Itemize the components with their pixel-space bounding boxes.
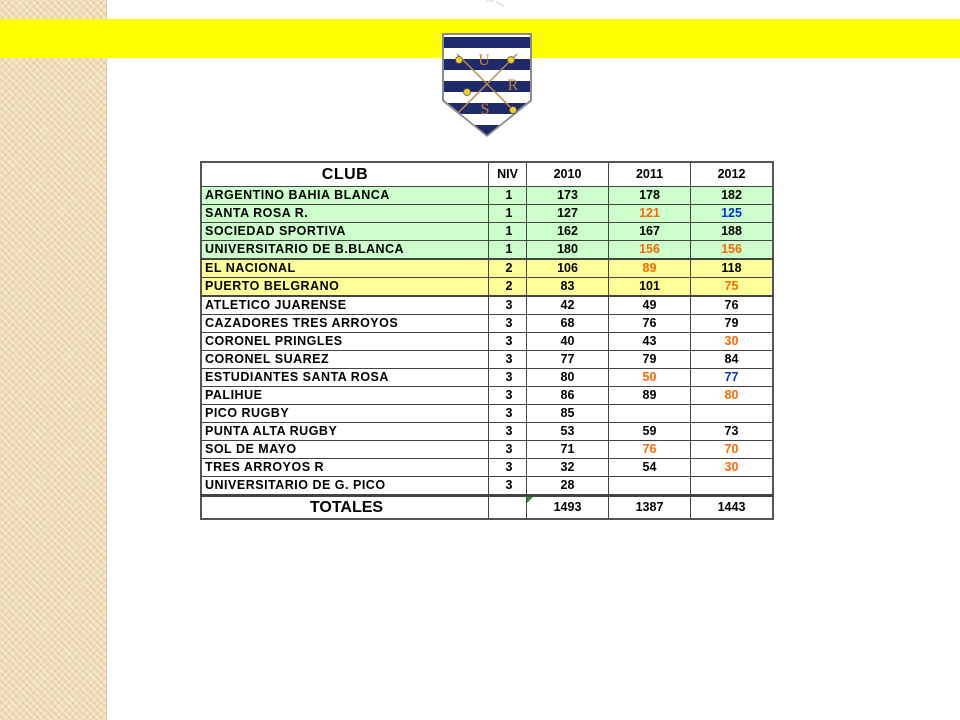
clubs-scores-table <box>200 161 774 520</box>
score-2011 <box>609 477 691 496</box>
club-name: PICO RUGBY <box>201 405 489 423</box>
score-2012: 182 <box>691 187 774 205</box>
score-2011: 79 <box>609 351 691 369</box>
club-niv: 1 <box>489 205 527 223</box>
crest-letter-r: R <box>507 77 519 94</box>
club-name: CAZADORES TRES ARROYOS <box>201 315 489 333</box>
score-2010: 28 <box>527 477 609 496</box>
decorative-side-strip <box>0 0 107 720</box>
club-niv: 3 <box>489 405 527 423</box>
totals-2011: 1387 <box>609 496 691 520</box>
table-row <box>201 259 773 278</box>
table-row <box>201 315 773 333</box>
totals-2012: 1443 <box>691 496 774 520</box>
score-2012: 75 <box>691 278 774 297</box>
score-2011: 101 <box>609 278 691 297</box>
score-2011: 178 <box>609 187 691 205</box>
club-niv: 3 <box>489 423 527 441</box>
club-niv: 3 <box>489 351 527 369</box>
club-name: SOL DE MAYO <box>201 441 489 459</box>
table-row <box>201 459 773 477</box>
table-row <box>201 441 773 459</box>
header-niv: NIV <box>489 162 527 187</box>
club-niv: 1 <box>489 241 527 260</box>
table-row <box>201 369 773 387</box>
score-2012 <box>691 477 774 496</box>
score-2010: 173 <box>527 187 609 205</box>
score-2012: 30 <box>691 459 774 477</box>
club-name: EL NACIONAL <box>201 259 489 278</box>
club-name: CORONEL SUAREZ <box>201 351 489 369</box>
club-niv: 3 <box>489 369 527 387</box>
crest-letter-s: S <box>480 101 490 118</box>
header-year-2012: 2012 <box>691 162 774 187</box>
header-club: CLUB <box>201 162 489 187</box>
score-2012: 77 <box>691 369 774 387</box>
club-name: SOCIEDAD SPORTIVA <box>201 223 489 241</box>
club-niv: 3 <box>489 315 527 333</box>
score-2011: 54 <box>609 459 691 477</box>
score-2011: 89 <box>609 259 691 278</box>
score-2010: 53 <box>527 423 609 441</box>
totals-niv <box>489 496 527 520</box>
club-niv: 3 <box>489 459 527 477</box>
crest-letter-u: U <box>478 52 490 69</box>
score-2012: 73 <box>691 423 774 441</box>
club-name: UNIVERSITARIO DE G. PICO <box>201 477 489 496</box>
club-niv: 1 <box>489 187 527 205</box>
score-2010: 180 <box>527 241 609 260</box>
score-2011: 76 <box>609 441 691 459</box>
score-2012: 76 <box>691 296 774 315</box>
score-2012 <box>691 405 774 423</box>
score-2011: 59 <box>609 423 691 441</box>
club-name: CORONEL PRINGLES <box>201 333 489 351</box>
score-2010: 71 <box>527 441 609 459</box>
score-2011: 156 <box>609 241 691 260</box>
table-row <box>201 351 773 369</box>
club-name: ARGENTINO BAHIA BLANCA <box>201 187 489 205</box>
score-2011: 89 <box>609 387 691 405</box>
table-row <box>201 205 773 223</box>
score-2012: 79 <box>691 315 774 333</box>
score-2011: 76 <box>609 315 691 333</box>
score-2010: 80 <box>527 369 609 387</box>
score-2011: 121 <box>609 205 691 223</box>
score-2010: 86 <box>527 387 609 405</box>
club-niv: 3 <box>489 296 527 315</box>
club-name: PUERTO BELGRANO <box>201 278 489 297</box>
score-2010: 32 <box>527 459 609 477</box>
score-2010: 162 <box>527 223 609 241</box>
club-name: UNIVERSITARIO DE B.BLANCA <box>201 241 489 260</box>
header-year-2010: 2010 <box>527 162 609 187</box>
table-row <box>201 423 773 441</box>
score-2012: 30 <box>691 333 774 351</box>
table-row <box>201 296 773 315</box>
table-row <box>201 387 773 405</box>
club-name: ATLETICO JUARENSE <box>201 296 489 315</box>
club-name: PALIHUE <box>201 387 489 405</box>
score-2011: 50 <box>609 369 691 387</box>
table-row <box>201 333 773 351</box>
score-2010: 77 <box>527 351 609 369</box>
club-niv: 3 <box>489 333 527 351</box>
table-row <box>201 241 773 260</box>
score-2012: 80 <box>691 387 774 405</box>
totals-label: TOTALES <box>201 496 489 520</box>
club-niv: 3 <box>489 477 527 496</box>
table-row <box>201 278 773 297</box>
club-niv: 3 <box>489 387 527 405</box>
totals-row <box>201 496 773 520</box>
club-name: PUNTA ALTA RUGBY <box>201 423 489 441</box>
score-2010: 83 <box>527 278 609 297</box>
score-2012: 125 <box>691 205 774 223</box>
score-2011: 43 <box>609 333 691 351</box>
header-year-2011: 2011 <box>609 162 691 187</box>
club-niv: 3 <box>489 441 527 459</box>
score-2010: 40 <box>527 333 609 351</box>
club-niv: 2 <box>489 259 527 278</box>
score-2010: 106 <box>527 259 609 278</box>
score-2011: 49 <box>609 296 691 315</box>
club-crest-icon <box>441 32 533 138</box>
score-2010: 68 <box>527 315 609 333</box>
score-2012: 70 <box>691 441 774 459</box>
table-row <box>201 223 773 241</box>
score-2012: 118 <box>691 259 774 278</box>
totals-2010: 1493 <box>527 496 609 520</box>
table-row <box>201 477 773 496</box>
score-2011: 167 <box>609 223 691 241</box>
club-name: TRES ARROYOS R <box>201 459 489 477</box>
table-row <box>201 187 773 205</box>
club-name: ESTUDIANTES SANTA ROSA <box>201 369 489 387</box>
score-2012: 188 <box>691 223 774 241</box>
faint-top-mark <box>484 0 510 8</box>
score-2012: 84 <box>691 351 774 369</box>
score-2010: 42 <box>527 296 609 315</box>
table-header-row <box>201 162 773 187</box>
score-2010: 85 <box>527 405 609 423</box>
club-niv: 2 <box>489 278 527 297</box>
score-2012: 156 <box>691 241 774 260</box>
club-niv: 1 <box>489 223 527 241</box>
club-name: SANTA ROSA R. <box>201 205 489 223</box>
table-row <box>201 405 773 423</box>
score-2011 <box>609 405 691 423</box>
score-2010: 127 <box>527 205 609 223</box>
